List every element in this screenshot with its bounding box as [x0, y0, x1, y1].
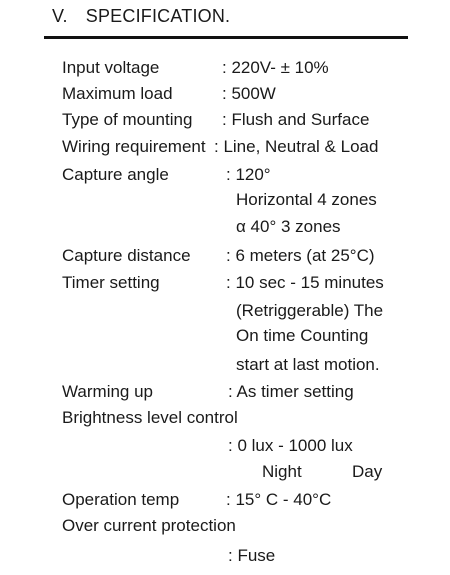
- mounting-value: : Flush and Surface: [222, 110, 370, 129]
- over-current-value: : Fuse: [228, 546, 276, 565]
- wiring-value: : Line, Neutral & Load: [214, 137, 379, 156]
- heading-rule: [44, 36, 408, 39]
- maximum-load-value: : 500W: [222, 84, 276, 103]
- timer-value: : 10 sec - 15 minutes: [226, 273, 384, 292]
- capture-angle-label: Capture angle: [62, 165, 169, 184]
- operation-temp-label: Operation temp: [62, 490, 180, 509]
- timer-counting: On time Counting: [236, 326, 369, 345]
- mounting-label: Type of mounting: [62, 110, 193, 129]
- brightness-day: Day: [352, 462, 383, 481]
- brightness-label: Brightness level control: [62, 408, 238, 427]
- capture-distance-label: Capture distance: [62, 246, 191, 265]
- section-number: V.: [52, 6, 68, 26]
- capture-angle-vertical: α 40° 3 zones: [236, 217, 341, 236]
- timer-label: Timer setting: [62, 273, 160, 292]
- over-current-label: Over current protection: [62, 516, 236, 535]
- input-voltage-label: Input voltage: [62, 58, 160, 77]
- maximum-load-label: Maximum load: [62, 84, 173, 103]
- input-voltage-value: : 220V- ± 10%: [222, 58, 329, 77]
- wiring-label: Wiring requirement: [62, 137, 206, 156]
- section-title: SPECIFICATION.: [85, 6, 231, 26]
- warming-up-value: : As timer setting: [228, 382, 354, 401]
- brightness-value: : 0 lux - 1000 lux: [228, 436, 353, 455]
- capture-distance-value: : 6 meters (at 25°C): [226, 246, 375, 265]
- operation-temp-value: : 15° C - 40°C: [226, 490, 332, 509]
- capture-angle-horizontal: Horizontal 4 zones: [236, 190, 377, 209]
- timer-retriggerable: (Retriggerable) The: [236, 301, 384, 320]
- section-heading: [52, 6, 230, 27]
- brightness-night: Night: [262, 462, 302, 481]
- timer-last-motion: start at last motion.: [236, 355, 380, 374]
- capture-angle-value: : 120°: [226, 165, 271, 184]
- warming-up-label: Warming up: [62, 382, 154, 401]
